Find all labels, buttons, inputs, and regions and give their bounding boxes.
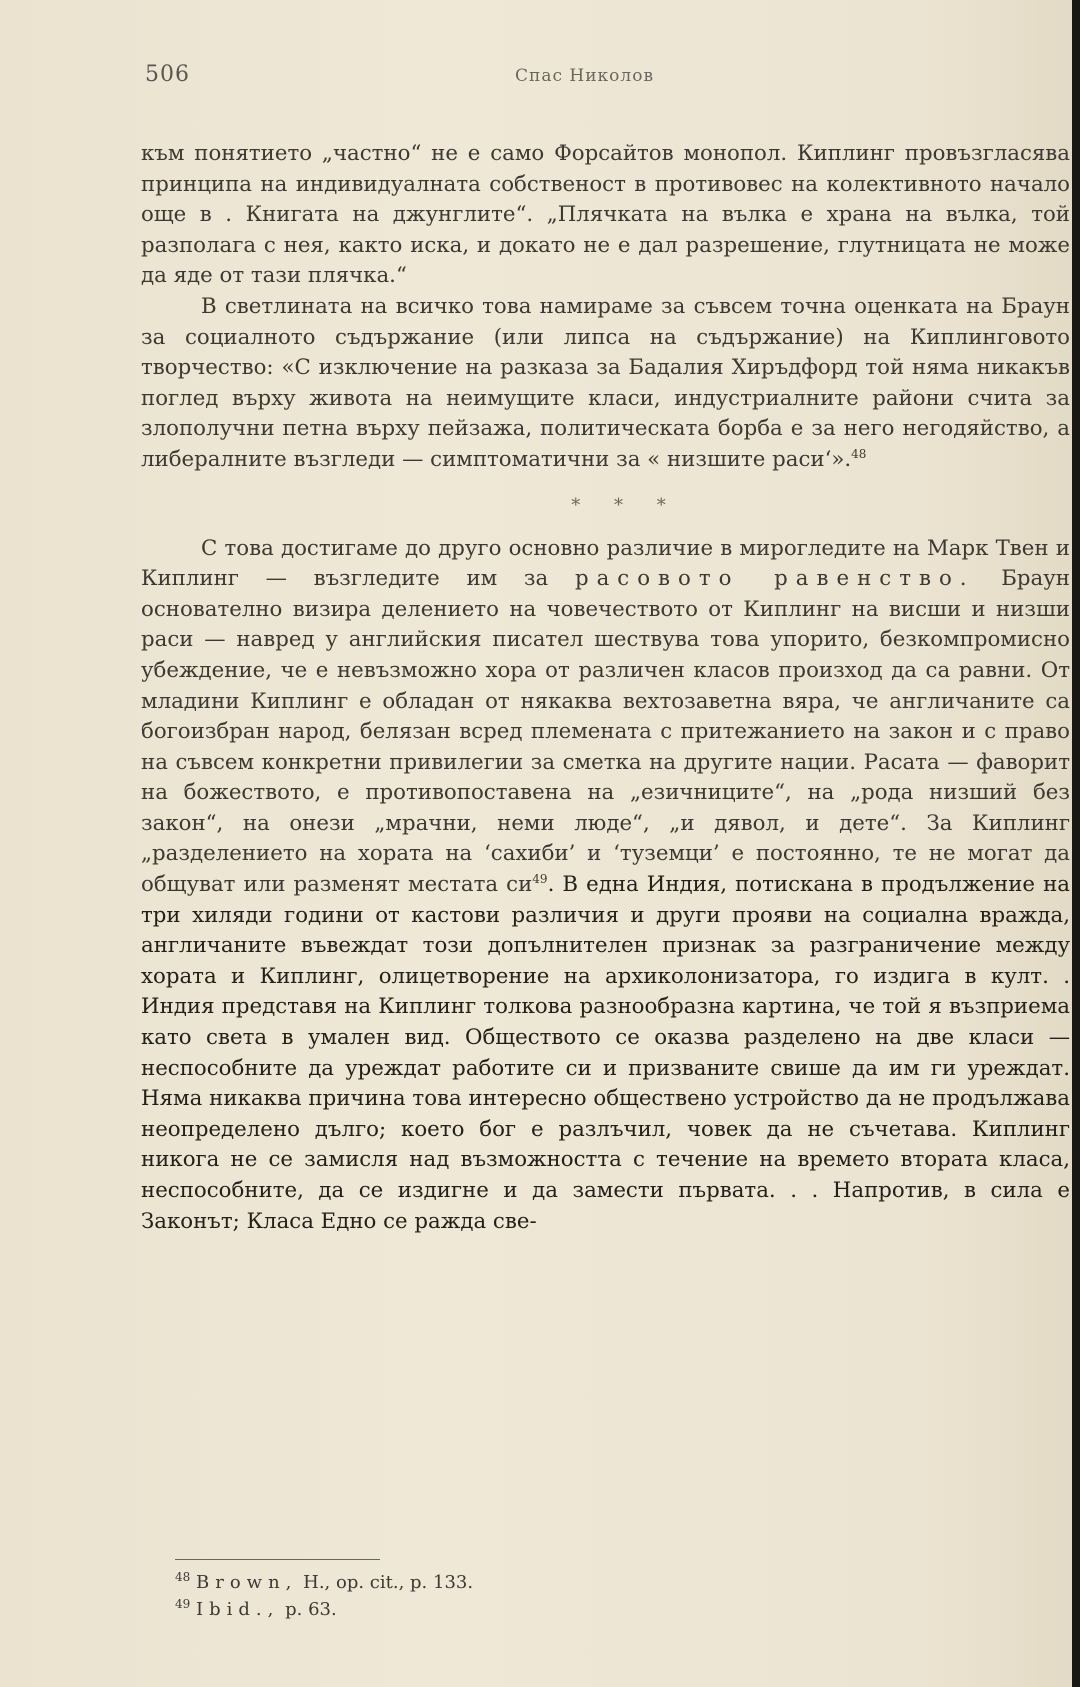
page-number: 506	[145, 62, 190, 87]
footnote-number: 49	[175, 1597, 191, 1611]
book-spine-edge	[1072, 0, 1080, 1687]
footnote-ref-48[interactable]: 48	[851, 446, 867, 461]
footnote-citation: p. 63.	[279, 1599, 337, 1620]
paragraph-3-spaced-emphasis: расовото равенство.	[574, 566, 975, 592]
paragraph-3-part-b: Браун основателно визира делението на човечеството от Киплинг на висши и низши раси — навред у английския писател шествува това упорито, безкомпромисно убеждение, че е невъзможно хора от различен класов произход да са равни. От младини Киплинг е обладан от някаква вехтозаветна вяра, че англичаните са богоизбран народ, белязан всред племената с притежанието на закон и с право на съвсем конкретни привилегии за сметка на другите нации. Расата — фаворит на божеството, е противопоставена на „езичниците“, на „рода низший без закон“, на онези „мрачни, неми люде“, „и дявол, и дете“. За Киплинг „разделението на хората на ‘сахиби’ и ‘туземци’ е постоянно, те не могат да общуват или разменят местата си	[141, 566, 1070, 898]
paragraph-3-part-c: . В една Индия, потискана в продължение на три хиляди години от кастови различия и други прояви на социална вражда, англичаните въвеждат този допълнителен признак за разграничение между хората и Киплинг, олицетворение на архиколонизатора, го издига в култ. . Индия представя на Киплинг толкова разнообразна картина, че той я възприема като света в умален вид. Обществото се оказва разделено на две класи — неспособните да уреждат работите си и призваните свише да им ги уреждат. Няма никаква причина това интересно обществено устройство да не продължава неопределено дълго; което бог е разлъчил, човек да не съчетава. Киплинг никога не се замисля над възможността с течение на времето втората класа, неспособните, да се издигне и да замести първата. . . Напротив, в сила е Законът; Класа Едно се ражда све-	[141, 872, 1070, 1234]
footnotes	[175, 1569, 473, 1623]
footnote-number: 48	[175, 1570, 191, 1584]
footnote-49	[175, 1596, 473, 1623]
running-head: Спас Николов	[515, 66, 655, 86]
body-text	[141, 139, 1070, 1237]
section-separator: * * *	[571, 494, 680, 516]
paragraph-1: към понятието „частно“ не е само Форсайтов монопол. Киплинг провъзгласява принципа на индивидуалната собственост в противовес на колективното начало още в . Книгата на джунглите“. „Плячката на вълка е храна на вълка, той разполага с нея, както иска, и докато не е дал разрешение, глутницата не може да яде от тази плячка.“	[141, 141, 1070, 289]
footnote-rule	[175, 1559, 380, 1560]
footnote-author: Brown,	[196, 1572, 298, 1593]
page-header	[145, 62, 1040, 96]
paragraph-3-part-a: С това достигаме до друго основно различие в мирогледите на Марк Твен и Киплинг — възгледите им за	[141, 535, 1070, 592]
footnote-ref-49[interactable]: 49	[532, 871, 548, 886]
paragraph-2-text: В светлината на всичко това намираме за съвсем точна оценката на Браун за социалното съдържание (или липса на съдържание) на Киплинговото творчество: «С изключение на разказа за Бадалия Хиръдфорд той няма никакъв поглед върху живота на неимущите класи, индустриалните райони счита за злополучни петна върху пейзажа, политическата борба е за него негодяйство, а либералните възгледи — симптоматични за « низшите раси‘».	[141, 293, 1070, 472]
footnote-48	[175, 1569, 473, 1596]
paragraph-2	[141, 292, 1070, 476]
paragraph-3	[141, 534, 1070, 1238]
footnote-author: Ibid.,	[196, 1599, 280, 1620]
footnote-citation: H., op. cit., p. 133.	[297, 1572, 474, 1593]
